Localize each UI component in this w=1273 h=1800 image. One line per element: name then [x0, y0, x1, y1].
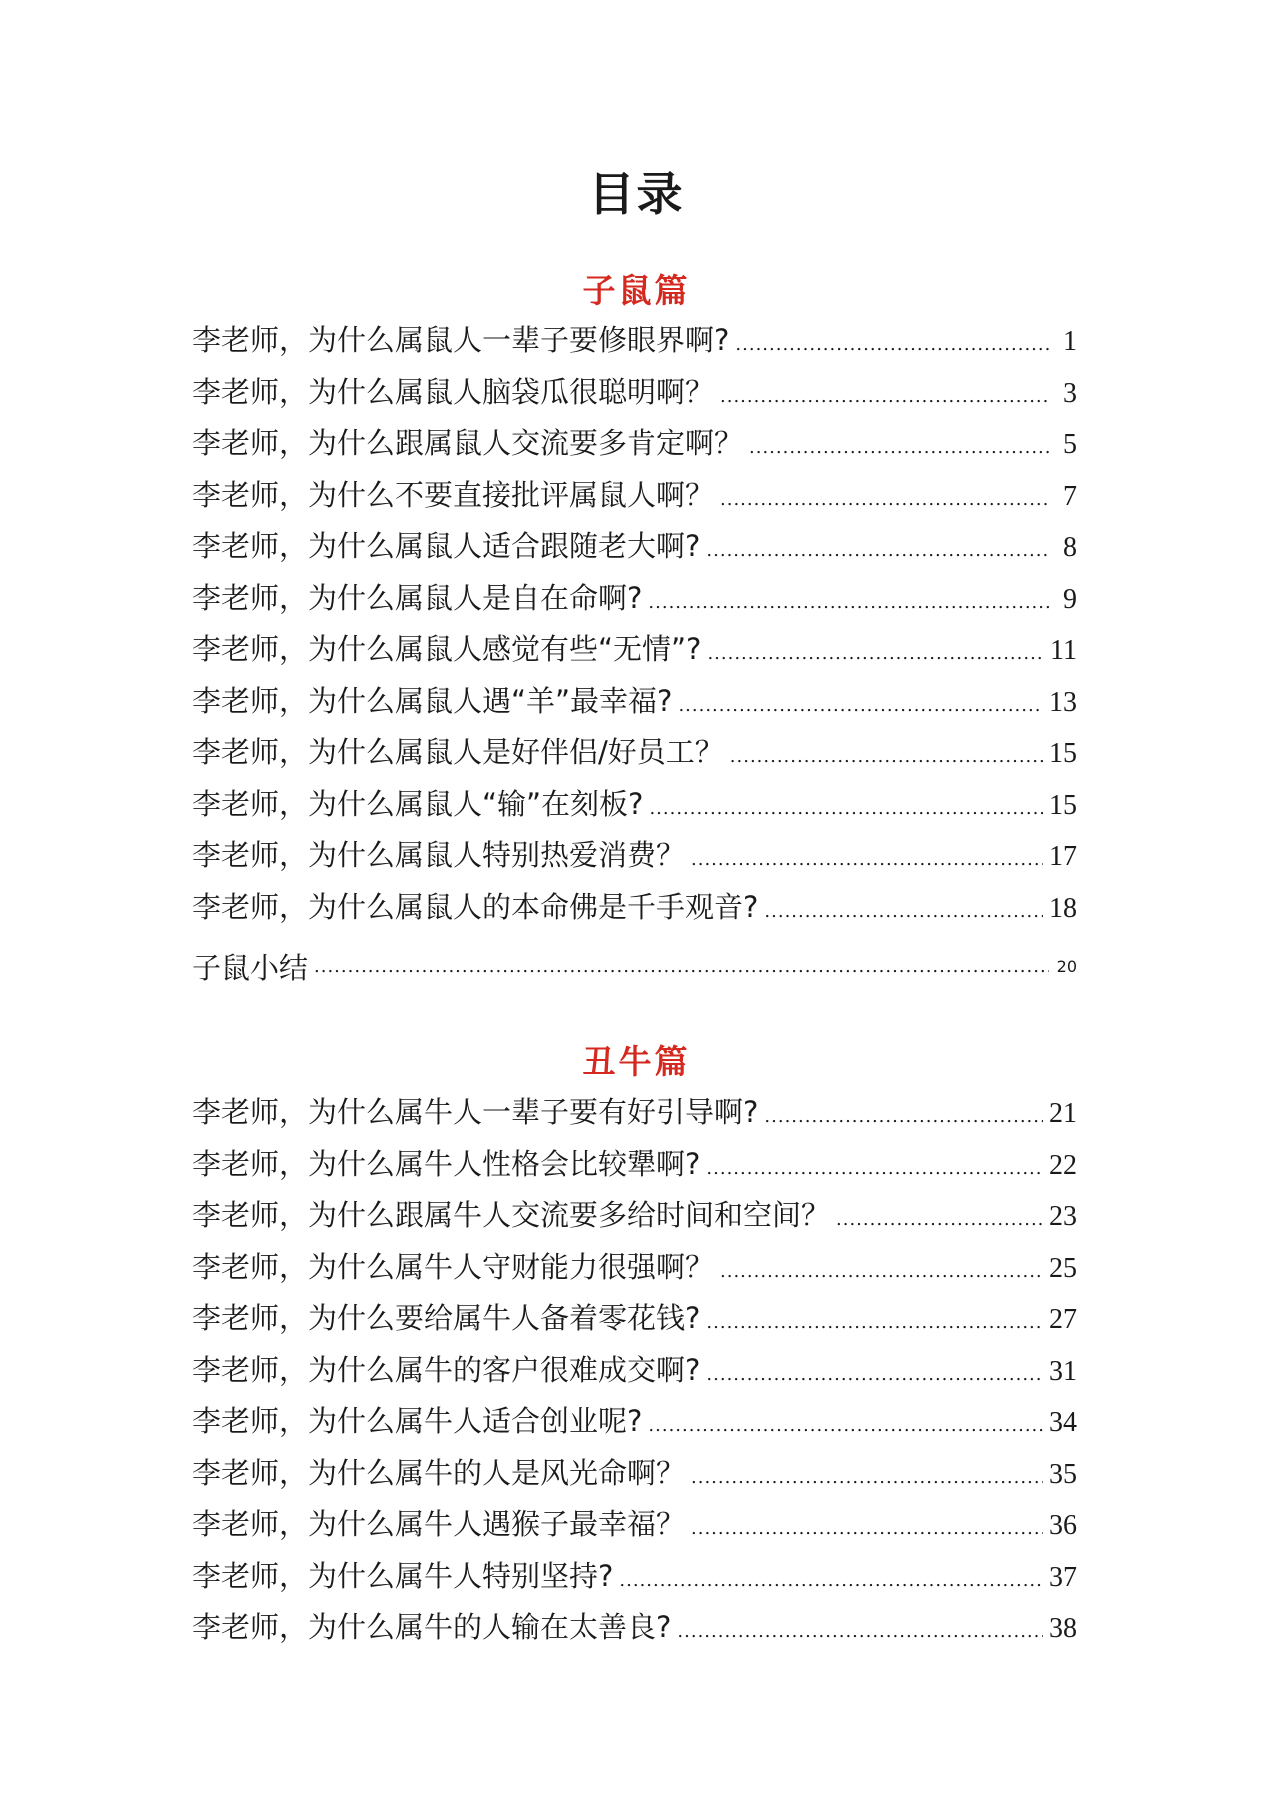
- dot-leader: [735, 334, 1049, 355]
- toc-entry[interactable]: [192, 1090, 1077, 1142]
- toc-entry-title: 李老师，为什么属牛的人输在太善良?: [192, 1610, 672, 1644]
- dot-leader: [706, 1158, 1043, 1179]
- toc-entry[interactable]: [192, 370, 1077, 422]
- toc-list-zishu: [192, 318, 1077, 996]
- dot-leader: [764, 901, 1043, 922]
- toc-entry[interactable]: [192, 1348, 1077, 1400]
- toc-entry[interactable]: [192, 524, 1077, 576]
- toc-entry-title: 子鼠小结: [192, 950, 309, 985]
- section-heading-zishu: 子鼠篇: [582, 271, 691, 310]
- toc-entry-title: 李老师，为什么不要直接批评属鼠人啊？: [192, 477, 715, 512]
- toc-list-chouniu: [192, 1090, 1077, 1657]
- toc-entry[interactable]: [192, 782, 1077, 834]
- toc-entry-page-number: 9: [1063, 583, 1077, 615]
- dot-leader: [677, 1621, 1043, 1642]
- toc-entry-page-number: 27: [1049, 1304, 1077, 1335]
- toc-entry-title: 李老师，为什么属鼠人特别热爱消费？: [192, 838, 686, 872]
- dot-leader: [691, 1518, 1043, 1539]
- toc-entry-title: 李老师，为什么属牛人性格会比较犟啊?: [192, 1146, 701, 1181]
- toc-entry[interactable]: [192, 1245, 1077, 1297]
- dot-leader: [836, 1209, 1043, 1230]
- toc-entry-page-number: 7: [1063, 480, 1077, 512]
- toc-entry-title: 李老师，为什么属鼠人一辈子要修眼界啊?: [192, 323, 730, 357]
- toc-entry-page-number: 25: [1049, 1252, 1077, 1284]
- dot-leader: [691, 849, 1043, 870]
- toc-entry-title: 李老师，为什么属鼠人是自在命啊?: [192, 580, 643, 615]
- toc-entry-title: 李老师，为什么属鼠人遇“羊”最幸福?: [192, 683, 673, 718]
- toc-entry-page-number: 15: [1049, 738, 1077, 769]
- toc-entry-page-number: 35: [1049, 1458, 1077, 1490]
- toc-entry[interactable]: [192, 885, 1077, 937]
- document-title: 目录: [588, 167, 685, 221]
- toc-entry-page-number: 3: [1063, 377, 1077, 409]
- dot-leader: [749, 437, 1049, 458]
- toc-entry[interactable]: [192, 576, 1077, 628]
- toc-entry-page-number: 11: [1050, 635, 1077, 666]
- dot-leader: [649, 798, 1043, 819]
- toc-entry[interactable]: [192, 1193, 1077, 1245]
- toc-entry-title: 李老师，为什么跟属鼠人交流要多肯定啊？: [192, 426, 744, 460]
- toc-entry-title: 李老师，为什么属牛人特别坚持?: [192, 1558, 614, 1593]
- toc-entry[interactable]: [192, 679, 1077, 731]
- toc-entry-title: 李老师，为什么属牛人一辈子要有好引导啊?: [192, 1095, 759, 1129]
- toc-entry[interactable]: [192, 1554, 1077, 1606]
- dot-leader: [619, 1570, 1043, 1591]
- toc-entry-page-number: 38: [1049, 1613, 1077, 1644]
- toc-entry-title: 李老师，为什么属鼠人适合跟随老大啊?: [192, 529, 701, 563]
- section-heading-chouniu: 丑牛篇: [582, 1042, 691, 1081]
- toc-entry-title: 李老师，为什么要给属牛人备着零花钱?: [192, 1301, 701, 1335]
- toc-entry[interactable]: [192, 627, 1077, 679]
- toc-entry[interactable]: [192, 1605, 1077, 1657]
- toc-entry[interactable]: [192, 318, 1077, 370]
- dot-leader: [707, 643, 1044, 664]
- toc-entry-title: 李老师，为什么属鼠人的本命佛是千手观音?: [192, 889, 759, 924]
- dot-leader: [691, 1467, 1043, 1488]
- toc-entry-title: 李老师，为什么属牛人守财能力很强啊？: [192, 1249, 715, 1284]
- dot-leader: [764, 1106, 1043, 1127]
- toc-entry[interactable]: [192, 1296, 1077, 1348]
- dot-leader: [678, 695, 1043, 716]
- toc-entry-page-number: 36: [1049, 1510, 1077, 1541]
- toc-entry[interactable]: [192, 730, 1077, 782]
- toc-entry-page-number: 15: [1049, 789, 1077, 821]
- toc-entry-page-number: 23: [1049, 1201, 1077, 1232]
- toc-entry-page-number: 1: [1063, 326, 1077, 357]
- dot-leader: [730, 746, 1043, 767]
- toc-entry[interactable]: [192, 1502, 1077, 1554]
- toc-entry-title: 李老师，为什么属鼠人感觉有些“无情”?: [192, 632, 702, 666]
- toc-entry[interactable]: [192, 421, 1077, 473]
- toc-entry-title: 李老师，为什么跟属牛人交流要多给时间和空间？: [192, 1198, 831, 1232]
- toc-entry[interactable]: [192, 833, 1077, 885]
- dot-leader: [648, 592, 1049, 613]
- toc-entry-summary[interactable]: [192, 936, 1077, 996]
- toc-entry[interactable]: [192, 473, 1077, 525]
- toc-entry-title: 李老师，为什么属牛人适合创业呢?: [192, 1404, 643, 1438]
- toc-entry-title: 李老师，为什么属鼠人是好伴侣/好员工？: [192, 735, 724, 769]
- toc-entry-page-number: 22: [1049, 1149, 1077, 1181]
- toc-entry-page-number: 5: [1063, 429, 1077, 460]
- toc-entry-page-number: 17: [1049, 841, 1077, 872]
- dot-leader: [706, 1364, 1043, 1385]
- toc-entry[interactable]: [192, 1451, 1077, 1503]
- toc-entry[interactable]: [192, 1142, 1077, 1194]
- toc-entry-page-number: 13: [1049, 686, 1077, 718]
- dot-leader: [720, 386, 1049, 407]
- toc-entry-title: 李老师，为什么属鼠人“输”在刻板?: [192, 786, 644, 821]
- toc-entry-page-number: 8: [1063, 532, 1077, 563]
- dot-leader: [720, 489, 1049, 510]
- toc-entry-page-number: 37: [1049, 1561, 1077, 1593]
- toc-entry-page-number: 20: [1056, 956, 1077, 976]
- toc-entry-title: 李老师，为什么属牛的人是风光命啊？: [192, 1455, 686, 1490]
- dot-leader: [720, 1261, 1043, 1282]
- dot-leader: [706, 540, 1049, 561]
- dot-leader: [314, 956, 1049, 977]
- toc-entry[interactable]: [192, 1399, 1077, 1451]
- toc-entry-title: 李老师，为什么属牛的客户很难成交啊?: [192, 1352, 701, 1387]
- toc-entry-page-number: 21: [1049, 1098, 1077, 1129]
- toc-entry-title: 李老师，为什么属牛人遇猴子最幸福？: [192, 1507, 686, 1541]
- toc-entry-title: 李老师，为什么属鼠人脑袋瓜很聪明啊？: [192, 374, 715, 409]
- toc-entry-page-number: 31: [1049, 1355, 1077, 1387]
- toc-entry-page-number: 34: [1049, 1407, 1077, 1438]
- dot-leader: [706, 1312, 1043, 1333]
- dot-leader: [648, 1415, 1043, 1436]
- toc-entry-page-number: 18: [1049, 892, 1077, 924]
